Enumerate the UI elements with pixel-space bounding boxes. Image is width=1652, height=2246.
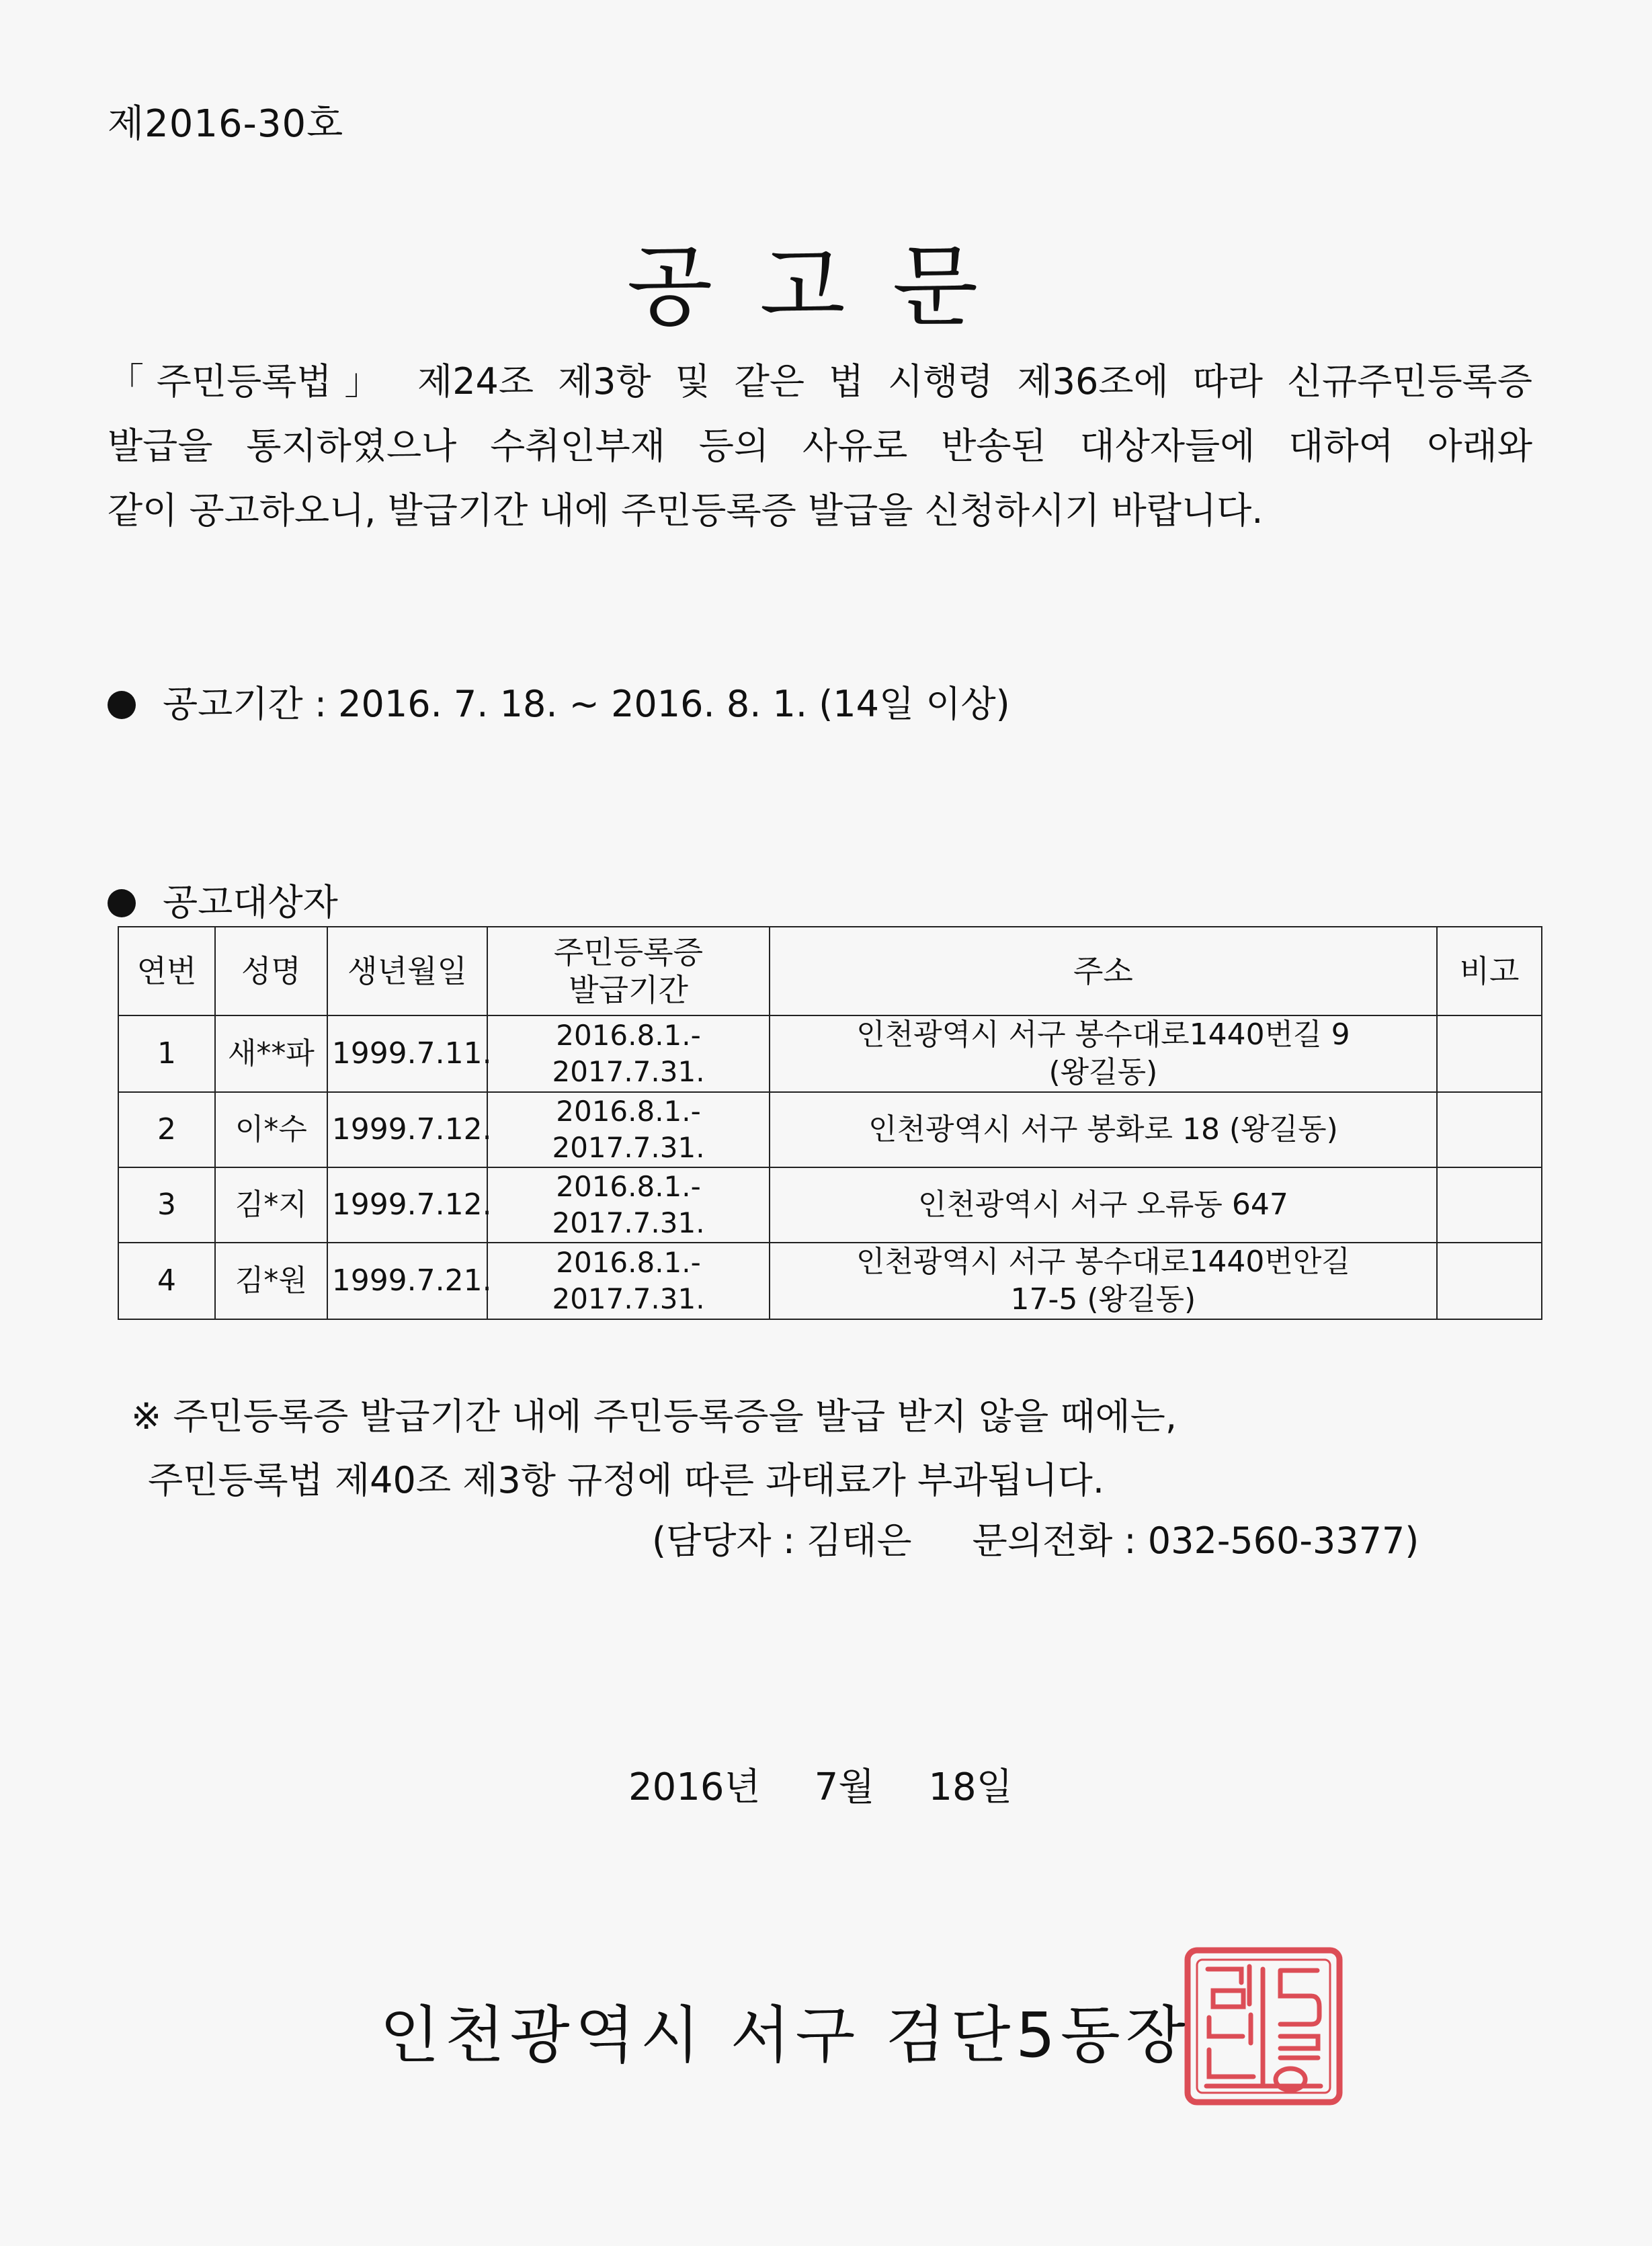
period-end: 2017.7.31. (552, 1282, 705, 1315)
notice-line-1: ※ 주민등록증 발급기간 내에 주민등록증을 발급 받지 않을 때에는, (131, 1395, 1177, 1438)
cell-birth: 1999.7.12. (327, 1167, 488, 1243)
cell-name: 김*지 (215, 1167, 327, 1243)
table-row (118, 1015, 1542, 1092)
cell-no: 4 (118, 1243, 215, 1319)
header-note: 비고 (1437, 927, 1542, 1015)
header-period (487, 927, 769, 1015)
cell-period (487, 1015, 769, 1092)
period-start: 2016.8.1.- (556, 1095, 701, 1128)
address-line-1: 인천광역시 서구 봉수대로1440번길 9 (856, 1017, 1350, 1052)
header-period-line-1: 주민등록증 (553, 934, 704, 970)
table-row (118, 1092, 1542, 1167)
cell-name: 이*수 (215, 1092, 327, 1167)
cell-note (1437, 1243, 1542, 1319)
document-number: 제2016-30호 (108, 102, 344, 146)
document-title: 공고문 (626, 235, 1026, 339)
intro-paragraph (108, 349, 1532, 543)
issue-date (628, 1757, 1013, 1811)
cell-period (487, 1243, 769, 1319)
period-start: 2016.8.1.- (556, 1019, 701, 1052)
address-line-1: 인천광역시 서구 봉수대로1440번안길 (856, 1245, 1350, 1279)
cell-birth: 1999.7.21. (327, 1243, 488, 1319)
address-line-2: 17-5 (왕길동) (1010, 1282, 1196, 1317)
cell-address (770, 1092, 1437, 1167)
cell-birth: 1999.7.11. (327, 1015, 488, 1092)
cell-name: 김*원 (215, 1243, 327, 1319)
targets-heading-item (108, 874, 338, 925)
cell-no: 1 (118, 1015, 215, 1092)
period-item (108, 675, 1010, 727)
cell-note (1437, 1092, 1542, 1167)
date-day: 18일 (928, 1765, 1013, 1809)
header-address: 주소 (770, 927, 1437, 1015)
period-end: 2017.7.31. (552, 1055, 705, 1088)
cell-period (487, 1092, 769, 1167)
contact-person: (담당자 : 김태은 (652, 1520, 912, 1562)
cell-birth: 1999.7.12. (327, 1092, 488, 1167)
table-row (118, 1243, 1542, 1319)
header-name: 성명 (215, 927, 327, 1015)
issuer-name: 인천광역시 서구 검단5동장 (380, 1999, 1191, 2071)
contact-phone: 문의전화 : 032-560-3377) (972, 1520, 1419, 1562)
cell-note (1437, 1015, 1542, 1092)
period-end: 2017.7.31. (552, 1131, 705, 1164)
intro-line-3: 같이 공고하오니, 발급기간 내에 주민등록증 발급을 신청하시기 바랍니다. (108, 489, 1264, 532)
table-row (118, 1167, 1542, 1243)
contact-info (652, 1512, 1419, 1564)
period-text: 공고기간 : 2016. 7. 18. ~ 2016. 8. 1. (14일 이상) (163, 683, 1010, 725)
address-line-1: 인천광역시 서구 봉화로 18 (왕길동) (868, 1112, 1338, 1147)
cell-name: 새**파 (215, 1015, 327, 1092)
cell-address (770, 1243, 1437, 1319)
table-header-row (118, 927, 1542, 1015)
target-table (118, 926, 1542, 1320)
date-year: 2016년 (628, 1765, 761, 1809)
period-end: 2017.7.31. (552, 1206, 705, 1239)
header-period-line-2: 발급기간 (569, 972, 688, 1008)
cell-no: 3 (118, 1167, 215, 1243)
period-start: 2016.8.1.- (556, 1246, 701, 1279)
address-line-1: 인천광역시 서구 오류동 647 (917, 1188, 1288, 1222)
header-no: 연번 (118, 927, 215, 1015)
cell-address (770, 1015, 1437, 1092)
intro-line-1: 「주민등록법」 제24조 제3항 및 같은 법 시행령 제36조에 따라 신규주민등록증 (108, 360, 1532, 403)
notice-line-2: 주민등록법 제40조 제3항 규정에 따른 과태료가 부과됩니다. (148, 1459, 1104, 1501)
cell-period (487, 1167, 769, 1243)
targets-heading: 공고대상자 (163, 881, 338, 923)
header-birth: 생년월일 (327, 927, 488, 1015)
official-seal-icon (1180, 1942, 1348, 2110)
date-month: 7월 (814, 1765, 875, 1809)
bullet-icon (108, 889, 136, 917)
address-line-2: (왕길동) (1048, 1055, 1158, 1089)
bullet-icon (108, 691, 136, 719)
cell-no: 2 (118, 1092, 215, 1167)
cell-note (1437, 1167, 1542, 1243)
period-start: 2016.8.1.- (556, 1170, 701, 1203)
cell-address (770, 1167, 1437, 1243)
intro-line-2: 발급을 통지하였으나 수취인부재 등의 사유로 반송된 대상자들에 대하여 아래와 (108, 425, 1532, 467)
